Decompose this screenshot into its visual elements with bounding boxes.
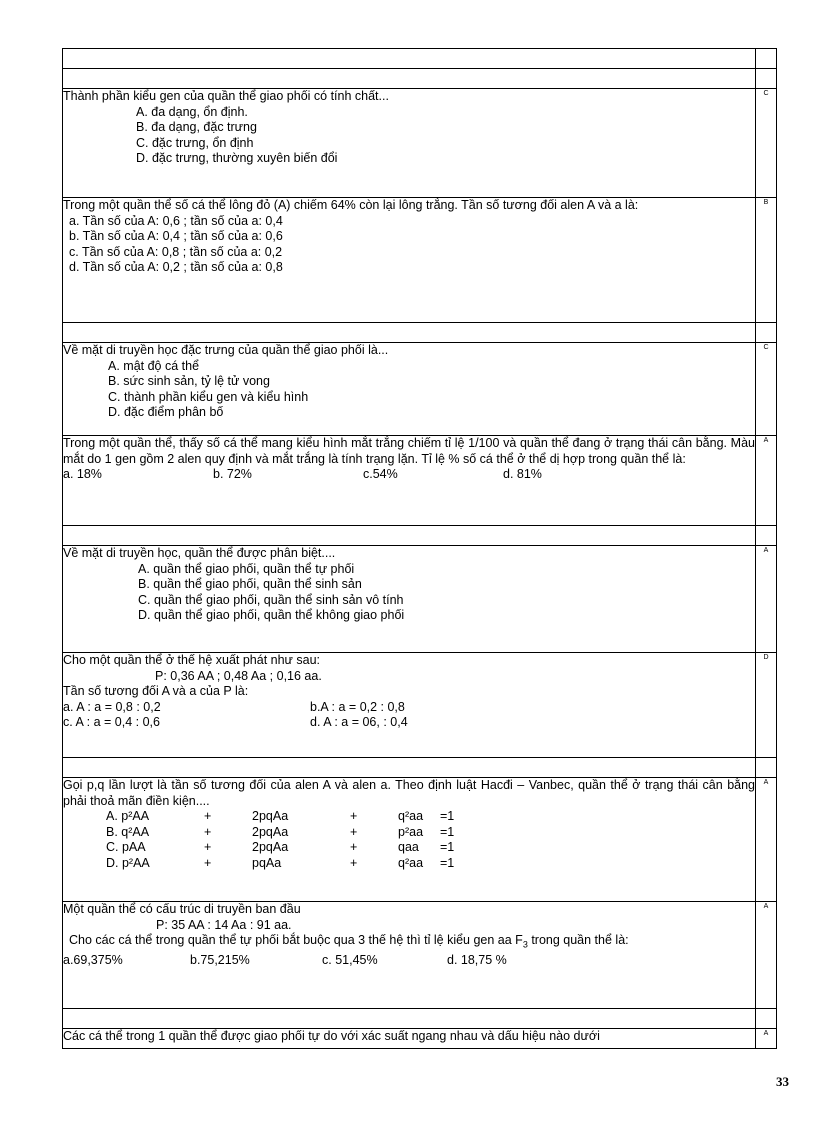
answer-key: C [756,89,777,198]
answer-key: B [756,198,777,323]
option: d. 18,75 % [447,953,507,967]
option: D. đặc điểm phân bố [108,405,224,419]
answer-key: A [756,902,777,1009]
option: c.54% [363,467,398,481]
question-line: Cho các cá thể trong quần thể tự phối bắt buộc qua 3 thế hệ thì tỉ lệ kiểu gen aa $F_3$ trong quần thể là: [69,933,629,950]
empty-cell [63,1009,756,1029]
option: b.75,215% [190,953,250,967]
question-stem: Trong một quần thể số cá thể lông đỏ (A) chiếm 64% còn lại lông trắng. Tần số tương đối alen A và a là: [63,198,639,212]
question-stem: Các cá thể trong 1 quần thể được giao phối tự do với xác suất ngang nhau và dấu hiệu nào dưới [63,1029,600,1043]
question-stem: Thành phần kiểu gen của quần thể giao phối có tính chất... [63,89,389,103]
question-6 [63,653,756,758]
options-row [63,700,755,716]
option: d. Tần số của A: 0,2 ; tần số của a: 0,8 [69,260,283,274]
page-number: 33 [776,1074,789,1089]
question-1 [63,89,756,198]
option: d. A : a = 06, : 0,4 [310,715,408,729]
question-table [62,48,777,1049]
option: c. A : a = 0,4 : 0,6 [63,715,160,729]
answer-key: A [756,436,777,526]
empty-cell [63,758,756,778]
question-2 [63,198,756,323]
question-stem: Trong một quần thể, thấy số cá thể mang kiểu hình mắt trắng chiếm tỉ lệ 1/100 và quần thể đang ở trạng thái cân bằng. Màu mắt do 1 gen gồm 2 alen quy định và mắt trắng là tính trạng lặn. Tỉ lệ % số cá thể ở thể dị hợp trong quần thể là: [63,436,755,466]
answer-key: D [756,653,777,758]
option: B. sức sinh sản, tỷ lệ tử vong [108,374,270,388]
equation-row: A. p²AA + 2pqAa + q²aa =1 [106,809,455,823]
question-9 [63,1029,756,1049]
option: b. Tần số của A: 0,4 ; tần số của a: 0,6 [69,229,283,243]
question-7 [63,778,756,902]
option: D. đặc trưng, thường xuyên biến đổi [136,151,338,165]
options-row [63,715,755,731]
options-row [63,953,755,969]
option: C. thành phần kiểu gen và kiểu hình [108,389,309,404]
empty-cell [63,323,756,343]
genotype-line: P: 0,36 AA ; 0,48 Aa ; 0,16 aa. [155,668,322,683]
question-stem: Một quần thể có cấu trúc di truyền ban đầu [63,902,301,916]
option: c. 51,45% [322,953,378,967]
question-5 [63,546,756,653]
question-line: Tần số tương đối A và a của P là: [63,684,249,698]
empty-cell [63,526,756,546]
option: b. 72% [213,467,252,481]
option: A. đa dạng, ổn định. [136,104,248,119]
empty-cell [63,49,756,69]
question-4 [63,436,756,526]
option: a. 18% [63,467,102,481]
answer-key: A [756,1029,777,1049]
empty-cell [63,69,756,89]
option: c. Tần số của A: 0,8 ; tần số của a: 0,2 [69,244,283,259]
answer-key: C [756,343,777,436]
question-stem: Về mặt di truyền học đặc trưng của quần thể giao phối là... [63,343,389,357]
options-row [63,467,755,483]
option: C. đặc trưng, ổn định [136,135,254,150]
genotype-line: P: 35 AA : 14 Aa : 91 aa. [156,917,292,932]
option: a. A : a = 0,8 : 0,2 [63,699,161,714]
answer-key: A [756,546,777,653]
option: A. quần thể giao phối, quần thể tự phối [138,561,355,576]
option: b.A : a = 0,2 : 0,8 [310,699,405,714]
option: a.69,375% [63,953,123,967]
equation-row: D. p²AA + pqAa + q²aa =1 [106,855,455,870]
option: a. Tần số của A: 0,6 ; tần số của a: 0,4 [69,213,283,228]
question-3 [63,343,756,436]
option: d. 81% [503,467,542,481]
option: A. mật độ cá thể [108,358,200,373]
option: C. quần thể giao phối, quần thể sinh sản vô tính [138,592,404,607]
question-stem: Cho một quần thể ở thế hệ xuất phát như sau: [63,653,321,667]
question-stem: Gọi p,q lần lượt là tần số tương đối của alen A và alen a. Theo định luật Hacđi – Vanbec, quần thể ở trạng thái cân bằng phải thoả mãn điền kiện.... [63,778,755,808]
option: B. quần thể giao phối, quần thể sinh sản [138,577,362,591]
answer-key: A [756,778,777,902]
question-8 [63,902,756,1009]
equation-row: C. pAA + 2pqAa + qaa =1 [106,840,455,854]
question-stem: Về mặt di truyền học, quần thể được phân biệt.... [63,546,336,560]
option: B. đa dạng, đặc trưng [136,120,257,134]
equation-row: B. q²AA + 2pqAa + p²aa =1 [106,824,455,839]
option: D. quần thể giao phối, quần thể không giao phối [138,608,405,622]
